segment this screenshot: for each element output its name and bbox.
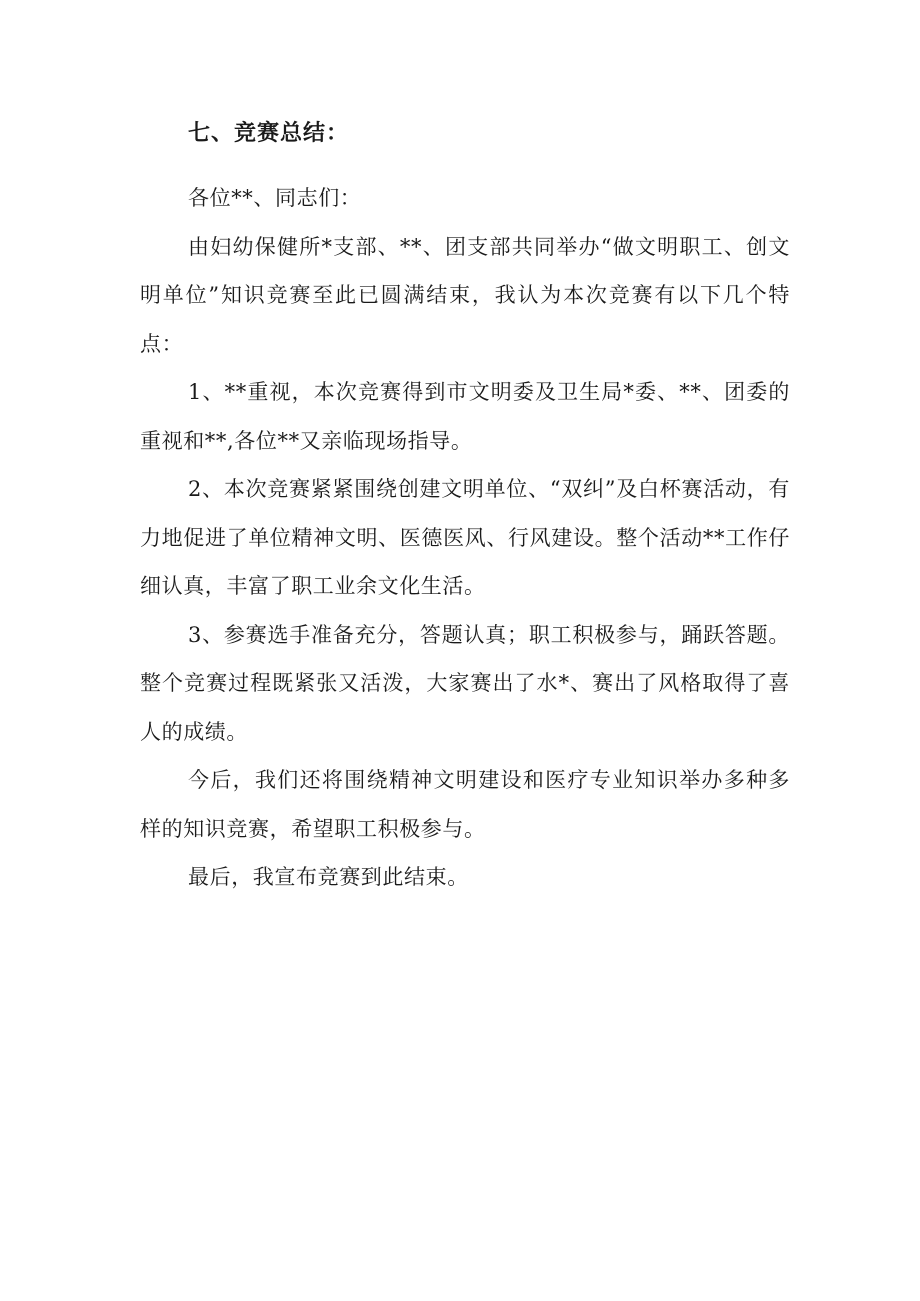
- paragraph-point-2: 2、本次竞赛紧紧围绕创建文明单位、“双纠”及白杯赛活动，有力地促进了单位精神文明、医德医风、行风建设。整个活动**工作仔细认真，丰富了职工业余文化生活。: [140, 477, 790, 598]
- paragraph-future: 今后，我们还将围绕精神文明建设和医疗专业知识举办多种多样的知识竞赛，希望职工积极参与。: [140, 768, 790, 841]
- paragraph-intro: 由妇幼保健所*支部、**、团支部共同举办“做文明职工、创文明单位”知识竞赛至此已圆满结束，我认为本次竞赛有以下几个特点：: [140, 234, 790, 356]
- greeting-line: 各位**、同志们：: [188, 186, 362, 210]
- document-page: [140, 108, 790, 902]
- paragraph-point-1: 1、**重视，本次竞赛得到市文明委及卫生局*委、**、团委的重视和**,各位**又亲临现场指导。: [140, 380, 790, 453]
- paragraph-point-3: 3、参赛选手准备充分，答题认真；职工积极参与，踊跃答题。整个竞赛过程既紧张又活泼，大家赛出了水*、赛出了风格取得了喜人的成绩。: [140, 622, 790, 744]
- section-heading: 七、竞赛总结：: [188, 120, 350, 146]
- paragraph-closing: 最后，我宣布竞赛到此结束。: [188, 865, 469, 889]
